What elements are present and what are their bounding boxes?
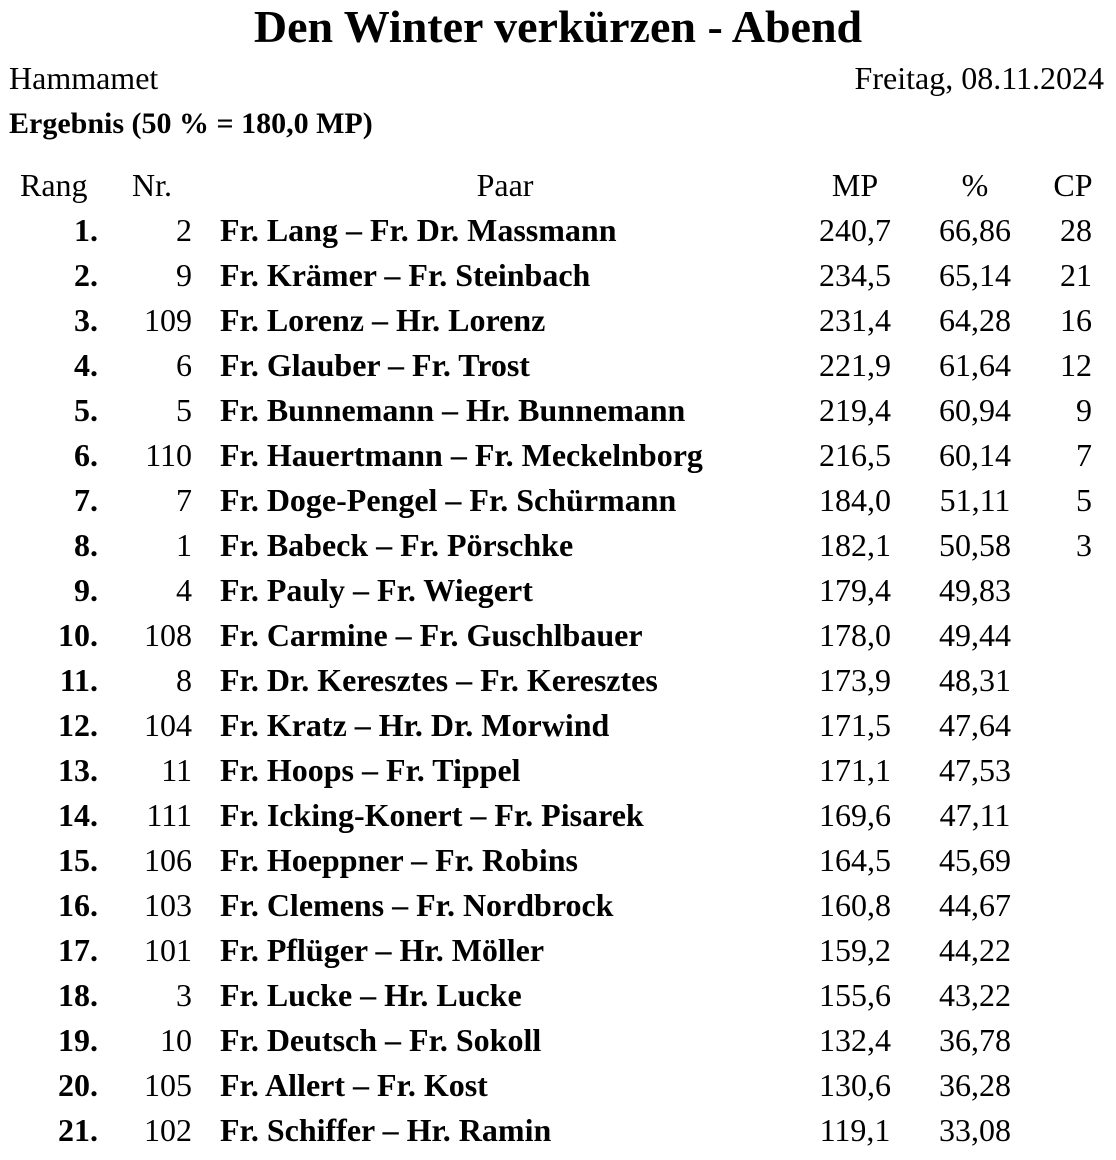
matchpoints-cell: 184,0 [819, 482, 891, 518]
pair-names-cell: Fr. Glauber – Fr. Trost [220, 347, 530, 383]
percent-cell: 65,14 [939, 257, 1011, 293]
table-row [0, 658, 1116, 703]
pair-number-cell: 2 [176, 212, 192, 248]
matchpoints-cell: 221,9 [819, 347, 891, 383]
percent-cell: 49,83 [939, 572, 1011, 608]
table-row [0, 613, 1116, 658]
pair-number-cell: 101 [144, 932, 192, 968]
table-row [0, 1063, 1116, 1108]
pair-number-cell: 10 [160, 1022, 192, 1058]
matchpoints-cell: 159,2 [819, 932, 891, 968]
percent-cell: 61,64 [939, 347, 1011, 383]
pair-number-cell: 3 [176, 977, 192, 1013]
pair-names-cell: Fr. Clemens – Fr. Nordbrock [220, 887, 614, 923]
clubpoints-cell [1030, 883, 1116, 928]
rank-cell: 14. [58, 797, 98, 833]
clubpoints-cell: 16 [1060, 302, 1092, 338]
column-header-mp: MP [831, 167, 879, 203]
pair-number-cell: 102 [144, 1112, 192, 1148]
table-row [0, 703, 1116, 748]
pair-names-cell: Fr. Pauly – Fr. Wiegert [220, 572, 533, 608]
matchpoints-cell: 171,1 [819, 752, 891, 788]
clubpoints-cell [1030, 658, 1116, 703]
spacer-cell [192, 838, 220, 883]
pair-names-cell: Fr. Babeck – Fr. Pörschke [220, 527, 574, 563]
clubpoints-cell [1030, 1063, 1116, 1108]
rank-cell: 17. [58, 932, 98, 968]
spacer-cell [192, 658, 220, 703]
matchpoints-cell: 119,1 [819, 1112, 891, 1148]
table-row [0, 838, 1116, 883]
results-body [0, 208, 1116, 1153]
rank-cell: 12. [58, 707, 98, 743]
column-header-rang: Rang [20, 167, 88, 203]
spacer-cell [192, 973, 220, 1018]
spacer-cell [192, 433, 220, 478]
clubpoints-cell [1030, 1108, 1116, 1153]
percent-cell: 36,78 [939, 1022, 1011, 1058]
table-row [0, 433, 1116, 478]
percent-cell: 48,31 [939, 662, 1011, 698]
rank-cell: 4. [74, 347, 98, 383]
spacer-cell [192, 883, 220, 928]
pair-names-cell: Fr. Pflüger – Hr. Möller [220, 932, 545, 968]
matchpoints-cell: 179,4 [819, 572, 891, 608]
pair-number-cell: 103 [144, 887, 192, 923]
table-row [0, 343, 1116, 388]
clubpoints-cell [1030, 928, 1116, 973]
percent-cell: 47,11 [939, 797, 1011, 833]
clubpoints-cell [1030, 703, 1116, 748]
matchpoints-cell: 173,9 [819, 662, 891, 698]
clubpoints-cell: 3 [1076, 527, 1092, 563]
percent-cell: 49,44 [939, 617, 1011, 653]
pair-number-cell: 108 [144, 617, 192, 653]
matchpoints-cell: 132,4 [819, 1022, 891, 1058]
clubpoints-cell [1030, 613, 1116, 658]
spacer-cell [192, 793, 220, 838]
spacer-cell [192, 1063, 220, 1108]
rank-cell: 5. [74, 392, 98, 428]
percent-cell: 47,53 [939, 752, 1011, 788]
spacer-cell [192, 568, 220, 613]
percent-cell: 45,69 [939, 842, 1011, 878]
percent-cell: 33,08 [939, 1112, 1011, 1148]
pair-names-cell: Fr. Hoeppner – Fr. Robins [220, 842, 578, 878]
table-row [0, 208, 1116, 253]
rank-cell: 3. [74, 302, 98, 338]
spacer-cell [192, 208, 220, 253]
table-row [0, 1018, 1116, 1063]
clubpoints-cell [1030, 568, 1116, 613]
table-row [0, 973, 1116, 1018]
pair-names-cell: Fr. Lorenz – Hr. Lorenz [220, 302, 546, 338]
pair-number-cell: 111 [146, 797, 192, 833]
pair-number-cell: 6 [176, 347, 192, 383]
percent-cell: 60,94 [939, 392, 1011, 428]
table-row [0, 748, 1116, 793]
rank-cell: 2. [74, 257, 98, 293]
table-row [0, 568, 1116, 613]
table-row [0, 523, 1116, 568]
table-header-row [0, 163, 1116, 208]
clubpoints-cell: 21 [1060, 257, 1092, 293]
column-header-paar: Paar [476, 167, 534, 203]
rank-cell: 18. [58, 977, 98, 1013]
clubpoints-cell: 12 [1060, 347, 1092, 383]
pair-number-cell: 104 [144, 707, 192, 743]
results-table [0, 163, 1116, 1153]
clubpoints-cell [1030, 793, 1116, 838]
matchpoints-cell: 160,8 [819, 887, 891, 923]
rank-cell: 16. [58, 887, 98, 923]
percent-cell: 44,67 [939, 887, 1011, 923]
rank-cell: 7. [74, 482, 98, 518]
rank-cell: 19. [58, 1022, 98, 1058]
pair-names-cell: Fr. Deutsch – Fr. Sokoll [220, 1022, 542, 1058]
clubpoints-cell [1030, 1018, 1116, 1063]
pair-names-cell: Fr. Carmine – Fr. Guschlbauer [220, 617, 643, 653]
pair-names-cell: Fr. Schiffer – Hr. Ramin [220, 1112, 552, 1148]
table-row [0, 253, 1116, 298]
matchpoints-cell: 178,0 [819, 617, 891, 653]
pair-number-cell: 1 [176, 527, 192, 563]
matchpoints-cell: 216,5 [819, 437, 891, 473]
pair-names-cell: Fr. Doge-Pengel – Fr. Schürmann [220, 482, 677, 518]
pair-names-cell: Fr. Krämer – Fr. Steinbach [220, 257, 591, 293]
rank-cell: 9. [74, 572, 98, 608]
spacer-cell [192, 1108, 220, 1153]
pair-number-cell: 9 [176, 257, 192, 293]
matchpoints-cell: 182,1 [819, 527, 891, 563]
pair-number-cell: 110 [145, 437, 192, 473]
pair-names-cell: Fr. Bunnemann – Hr. Bunnemann [220, 392, 686, 428]
matchpoints-cell: 164,5 [819, 842, 891, 878]
pair-number-cell: 109 [144, 302, 192, 338]
pair-names-cell: Fr. Dr. Keresztes – Fr. Keresztes [220, 662, 658, 698]
rank-cell: 1. [74, 212, 98, 248]
rank-cell: 20. [58, 1067, 98, 1103]
spacer-cell [192, 478, 220, 523]
percent-cell: 36,28 [939, 1067, 1011, 1103]
matchpoints-cell: 219,4 [819, 392, 891, 428]
column-header-percent: % [961, 167, 989, 203]
pair-number-cell: 7 [176, 482, 192, 518]
spacer-cell [192, 928, 220, 973]
clubpoints-cell: 9 [1076, 392, 1092, 428]
spacer-cell [192, 613, 220, 658]
clubpoints-cell [1030, 748, 1116, 793]
percent-cell: 64,28 [939, 302, 1011, 338]
percent-cell: 66,86 [939, 212, 1011, 248]
pair-number-cell: 106 [144, 842, 192, 878]
spacer-cell [192, 298, 220, 343]
rank-cell: 8. [74, 527, 98, 563]
pair-names-cell: Fr. Hoops – Fr. Tippel [220, 752, 521, 788]
percent-cell: 60,14 [939, 437, 1011, 473]
pair-names-cell: Fr. Kratz – Hr. Dr. Morwind [220, 707, 610, 743]
clubpoints-cell [1030, 838, 1116, 883]
percent-cell: 47,64 [939, 707, 1011, 743]
clubpoints-cell [1030, 973, 1116, 1018]
table-row [0, 298, 1116, 343]
clubpoints-cell: 5 [1076, 482, 1092, 518]
rank-cell: 13. [58, 752, 98, 788]
spacer-cell [192, 388, 220, 433]
matchpoints-cell: 240,7 [819, 212, 891, 248]
rank-cell: 21. [58, 1112, 98, 1148]
page-title: Den Winter verkürzen - Abend [253, 1, 863, 52]
table-row [0, 793, 1116, 838]
location-label: Hammamet [9, 60, 159, 96]
column-header-nr: Nr. [132, 167, 172, 203]
pair-number-cell: 8 [176, 662, 192, 698]
matchpoints-cell: 234,5 [819, 257, 891, 293]
percent-cell: 51,11 [939, 482, 1011, 518]
percent-cell: 44,22 [939, 932, 1011, 968]
table-row [0, 883, 1116, 928]
matchpoints-cell: 171,5 [819, 707, 891, 743]
table-row [0, 478, 1116, 523]
pair-number-cell: 11 [161, 752, 192, 788]
pair-names-cell: Fr. Hauertmann – Fr. Meckelnborg [220, 437, 703, 473]
spacer-cell [192, 253, 220, 298]
matchpoints-cell: 169,6 [819, 797, 891, 833]
table-row [0, 928, 1116, 973]
matchpoints-cell: 130,6 [819, 1067, 891, 1103]
rank-cell: 15. [58, 842, 98, 878]
percent-cell: 43,22 [939, 977, 1011, 1013]
spacer-cell [192, 343, 220, 388]
spacer-cell [192, 523, 220, 568]
pair-names-cell: Fr. Icking-Konert – Fr. Pisarek [220, 797, 644, 833]
clubpoints-cell: 7 [1076, 437, 1092, 473]
pair-names-cell: Fr. Lang – Fr. Dr. Massmann [220, 212, 617, 248]
matchpoints-cell: 155,6 [819, 977, 891, 1013]
rank-cell: 11. [59, 662, 98, 698]
date-label: Freitag, 08.11.2024 [854, 60, 1104, 96]
matchpoints-cell: 231,4 [819, 302, 891, 338]
spacer-cell [192, 1018, 220, 1063]
table-row [0, 1108, 1116, 1153]
pair-names-cell: Fr. Lucke – Hr. Lucke [220, 977, 522, 1013]
rank-cell: 10. [58, 617, 98, 653]
column-header-cp: CP [1053, 167, 1093, 203]
pair-number-cell: 105 [144, 1067, 192, 1103]
spacer-cell [192, 703, 220, 748]
pair-number-cell: 5 [176, 392, 192, 428]
pair-names-cell: Fr. Allert – Fr. Kost [220, 1067, 488, 1103]
clubpoints-cell: 28 [1060, 212, 1092, 248]
column-spacer [192, 163, 220, 208]
pair-number-cell: 4 [176, 572, 192, 608]
table-row [0, 388, 1116, 433]
result-subtitle: Ergebnis (50 % = 180,0 MP) [9, 107, 373, 140]
percent-cell: 50,58 [939, 527, 1011, 563]
rank-cell: 6. [74, 437, 98, 473]
spacer-cell [192, 748, 220, 793]
